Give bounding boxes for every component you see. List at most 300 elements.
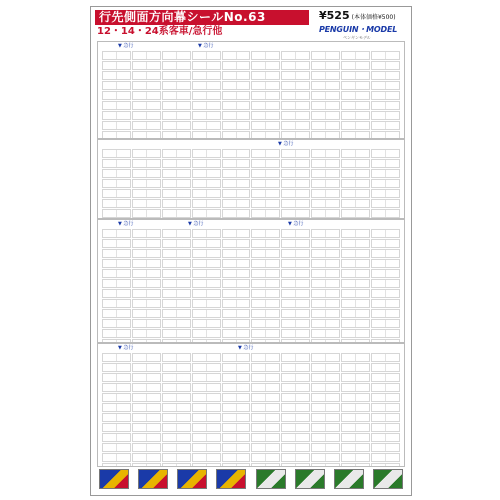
- sticker-cell: [102, 309, 131, 318]
- sticker-cell: [222, 169, 251, 178]
- sticker-cell: [162, 383, 191, 392]
- sticker-cell: [281, 239, 310, 248]
- sticker-cell: [102, 179, 131, 188]
- sticker-cell: [162, 279, 191, 288]
- sticker-cell: [132, 61, 161, 70]
- sticker-cell: [371, 111, 400, 120]
- sticker-cell: [311, 229, 340, 238]
- sticker-cell: [192, 423, 221, 432]
- sticker-cell: [251, 443, 280, 452]
- sticker-cell: [222, 329, 251, 338]
- sticker-cell: [132, 249, 161, 258]
- price-value: ¥525: [319, 9, 350, 22]
- sticker-cell: [251, 299, 280, 308]
- train-logo-icon: [334, 469, 364, 489]
- sticker-cell: [341, 403, 370, 412]
- sticker-cell: [251, 309, 280, 318]
- sticker-cell: [162, 249, 191, 258]
- sticker-cell: [192, 329, 221, 338]
- sticker-cell: [132, 453, 161, 462]
- sticker-cell: [162, 179, 191, 188]
- sticker-cell: [311, 111, 340, 120]
- sticker-cell: [192, 443, 221, 452]
- sticker-cell: [132, 121, 161, 130]
- sticker-cell: [371, 453, 400, 462]
- sticker-cell: [251, 199, 280, 208]
- sticker-cell: [132, 179, 161, 188]
- sticker-cell: [192, 111, 221, 120]
- sticker-cell: [162, 319, 191, 328]
- sticker-cell: [162, 51, 191, 60]
- sticker-cell: [132, 229, 161, 238]
- sticker-cell: [222, 443, 251, 452]
- sticker-cell: [102, 403, 131, 412]
- sticker-cell: [132, 111, 161, 120]
- sticker-cell: [281, 169, 310, 178]
- sticker-cell: [311, 289, 340, 298]
- sticker-cell: [311, 309, 340, 318]
- sticker-cell: [132, 91, 161, 100]
- sticker-cell: [102, 169, 131, 178]
- sticker-cell: [102, 149, 131, 158]
- train-logo-icon: [216, 469, 246, 489]
- sticker-sheet: [90, 6, 412, 496]
- sticker-cell: [371, 131, 400, 139]
- sticker-cell: [251, 121, 280, 130]
- destination-grid-middle: [102, 229, 400, 343]
- sticker-cell: [102, 363, 131, 372]
- sticker-cell: [102, 209, 131, 218]
- sticker-cell: [102, 413, 131, 422]
- sticker-cell: [162, 81, 191, 90]
- sticker-cell: [371, 373, 400, 382]
- sticker-cell: [192, 413, 221, 422]
- sticker-cell: [281, 443, 310, 452]
- sticker-cell: [311, 383, 340, 392]
- sticker-cell: [162, 199, 191, 208]
- sticker-cell: [222, 289, 251, 298]
- sticker-cell: [341, 81, 370, 90]
- sticker-cell: [222, 149, 251, 158]
- sticker-cell: [281, 71, 310, 80]
- sticker-cell: [102, 353, 131, 362]
- sticker-cell: [251, 413, 280, 422]
- sticker-cell: [251, 111, 280, 120]
- sticker-cell: [311, 61, 340, 70]
- sticker-cell: [162, 299, 191, 308]
- sticker-cell: [341, 229, 370, 238]
- sticker-cell: [132, 443, 161, 452]
- sticker-cell: [281, 199, 310, 208]
- sticker-cell: [132, 189, 161, 198]
- sticker-cell: [371, 199, 400, 208]
- sticker-cell: [341, 279, 370, 288]
- sticker-cell: [311, 159, 340, 168]
- sticker-cell: [371, 81, 400, 90]
- sticker-cell: [132, 269, 161, 278]
- sticker-cell: [341, 189, 370, 198]
- sticker-cell: [251, 101, 280, 110]
- sticker-cell: [341, 91, 370, 100]
- sticker-cell: [371, 51, 400, 60]
- sticker-cell: [222, 453, 251, 462]
- sheet-subtitle: 12・14・24系客車/急行他: [97, 26, 223, 37]
- sheet-title: 行先側面方向幕シールNo.63: [95, 10, 309, 25]
- sticker-cell: [251, 393, 280, 402]
- sticker-cell: [162, 403, 191, 412]
- sticker-cell: [162, 393, 191, 402]
- sticker-cell: [222, 101, 251, 110]
- sticker-cell: [251, 61, 280, 70]
- sticker-cell: [162, 433, 191, 442]
- sticker-cell: [132, 363, 161, 372]
- sticker-cell: [341, 353, 370, 362]
- sticker-cell: [192, 199, 221, 208]
- sticker-cell: [281, 229, 310, 238]
- sticker-cell: [192, 383, 221, 392]
- sticker-cell: [192, 319, 221, 328]
- train-logo-icon: [177, 469, 207, 489]
- sticker-cell: [251, 463, 280, 467]
- sticker-cell: [102, 121, 131, 130]
- sticker-cell: [341, 169, 370, 178]
- sticker-cell: [192, 453, 221, 462]
- sticker-cell: [311, 131, 340, 139]
- sticker-cell: [192, 279, 221, 288]
- sticker-cell: [192, 259, 221, 268]
- sticker-cell: [102, 373, 131, 382]
- sticker-cell: [371, 249, 400, 258]
- sticker-cell: [102, 463, 131, 467]
- sticker-cell: [311, 169, 340, 178]
- sticker-cell: [281, 363, 310, 372]
- sticker-cell: [311, 121, 340, 130]
- sticker-cell: [102, 189, 131, 198]
- sticker-cell: [341, 249, 370, 258]
- sticker-cell: [102, 159, 131, 168]
- sticker-cell: [341, 309, 370, 318]
- sticker-cell: [311, 269, 340, 278]
- sticker-cell: [371, 229, 400, 238]
- sticker-cell: [162, 239, 191, 248]
- sticker-cell: [341, 179, 370, 188]
- sticker-cell: [222, 309, 251, 318]
- sticker-cell: [132, 463, 161, 467]
- sticker-cell: [371, 239, 400, 248]
- sticker-cell: [341, 393, 370, 402]
- sticker-cell: [222, 91, 251, 100]
- sticker-cell: [311, 101, 340, 110]
- sticker-cell: [341, 413, 370, 422]
- sticker-cell: [102, 259, 131, 268]
- sticker-cell: [371, 463, 400, 467]
- sticker-cell: [102, 269, 131, 278]
- sticker-cell: [222, 179, 251, 188]
- sticker-cell: [371, 353, 400, 362]
- sticker-cell: [192, 51, 221, 60]
- sticker-cell: [281, 289, 310, 298]
- sticker-cell: [222, 393, 251, 402]
- sticker-cell: [251, 189, 280, 198]
- sticker-cell: [192, 433, 221, 442]
- sticker-cell: [192, 299, 221, 308]
- sticker-cell: [341, 259, 370, 268]
- sticker-cell: [341, 61, 370, 70]
- sticker-cell: [192, 179, 221, 188]
- sticker-cell: [311, 279, 340, 288]
- sticker-cell: [132, 309, 161, 318]
- sticker-cell: [132, 279, 161, 288]
- section-label-5: ▼ 急行: [188, 221, 204, 227]
- sticker-cell: [132, 259, 161, 268]
- sticker-cell: [162, 169, 191, 178]
- sticker-cell: [371, 403, 400, 412]
- sticker-cell: [281, 51, 310, 60]
- section-label-7: ▼ 急行: [118, 345, 134, 351]
- sticker-cell: [102, 249, 131, 258]
- sticker-cell: [192, 363, 221, 372]
- sticker-cell: [371, 149, 400, 158]
- sticker-cell: [281, 269, 310, 278]
- sticker-cell: [162, 209, 191, 218]
- sticker-cell: [281, 249, 310, 258]
- sticker-cell: [251, 249, 280, 258]
- sticker-cell: [281, 121, 310, 130]
- sticker-cell: [192, 289, 221, 298]
- sticker-cell: [341, 149, 370, 158]
- sticker-cell: [102, 91, 131, 100]
- sticker-cell: [162, 121, 191, 130]
- sticker-cell: [341, 329, 370, 338]
- sticker-cell: [281, 279, 310, 288]
- sticker-cell: [222, 373, 251, 382]
- sticker-cell: [251, 209, 280, 218]
- sticker-cell: [281, 413, 310, 422]
- sticker-cell: [162, 423, 191, 432]
- sticker-cell: [251, 423, 280, 432]
- sticker-cell: [192, 91, 221, 100]
- sticker-cell: [281, 179, 310, 188]
- sticker-cell: [281, 329, 310, 338]
- sticker-cell: [162, 259, 191, 268]
- sticker-cell: [162, 353, 191, 362]
- sticker-cell: [341, 199, 370, 208]
- sticker-cell: [251, 403, 280, 412]
- sticker-cell: [251, 363, 280, 372]
- sticker-cell: [311, 51, 340, 60]
- sticker-cell: [192, 393, 221, 402]
- sticker-cell: [162, 131, 191, 139]
- sticker-cell: [251, 279, 280, 288]
- sticker-cell: [192, 269, 221, 278]
- sticker-cell: [102, 131, 131, 139]
- sticker-cell: [222, 319, 251, 328]
- sticker-cell: [311, 149, 340, 158]
- sticker-cell: [162, 463, 191, 467]
- section-label-6: ▼ 急行: [288, 221, 304, 227]
- section-label-3: ▼ 急行: [278, 141, 294, 147]
- sticker-cell: [371, 269, 400, 278]
- sticker-cell: [222, 61, 251, 70]
- sticker-cell: [251, 329, 280, 338]
- sticker-cell: [371, 433, 400, 442]
- sticker-cell: [132, 329, 161, 338]
- sticker-cell: [371, 101, 400, 110]
- sticker-cell: [311, 179, 340, 188]
- sticker-cell: [102, 443, 131, 452]
- sticker-cell: [222, 383, 251, 392]
- sticker-cell: [162, 289, 191, 298]
- sticker-cell: [132, 413, 161, 422]
- sticker-cell: [102, 383, 131, 392]
- sticker-cell: [281, 149, 310, 158]
- sticker-cell: [311, 239, 340, 248]
- sticker-cell: [162, 229, 191, 238]
- sticker-cell: [132, 101, 161, 110]
- sticker-cell: [162, 363, 191, 372]
- sticker-cell: [162, 111, 191, 120]
- sticker-cell: [162, 443, 191, 452]
- sticker-cell: [311, 393, 340, 402]
- sticker-cell: [371, 383, 400, 392]
- sticker-cell: [222, 159, 251, 168]
- sticker-cell: [162, 373, 191, 382]
- sticker-cell: [371, 71, 400, 80]
- sticker-cell: [281, 111, 310, 120]
- sticker-cell: [281, 383, 310, 392]
- panel-top: [97, 41, 405, 139]
- panel-middle: [97, 219, 405, 343]
- sticker-cell: [281, 299, 310, 308]
- sticker-cell: [222, 51, 251, 60]
- sticker-cell: [132, 353, 161, 362]
- sticker-cell: [162, 413, 191, 422]
- sticker-cell: [162, 61, 191, 70]
- sticker-cell: [311, 423, 340, 432]
- sticker-cell: [341, 289, 370, 298]
- sticker-cell: [311, 403, 340, 412]
- sticker-cell: [162, 269, 191, 278]
- sticker-cell: [311, 453, 340, 462]
- sticker-cell: [281, 393, 310, 402]
- sticker-cell: [371, 413, 400, 422]
- sticker-cell: [192, 353, 221, 362]
- sticker-cell: [222, 413, 251, 422]
- price-note: (本体価格¥500): [351, 14, 396, 21]
- sticker-cell: [341, 239, 370, 248]
- sticker-cell: [251, 169, 280, 178]
- section-label-1: ▼ 急行: [118, 43, 134, 49]
- sticker-cell: [192, 159, 221, 168]
- sticker-cell: [251, 383, 280, 392]
- panel-bottom: [97, 343, 405, 467]
- sticker-cell: [281, 131, 310, 139]
- sticker-cell: [222, 463, 251, 467]
- sticker-cell: [162, 101, 191, 110]
- sticker-cell: [251, 81, 280, 90]
- sticker-cell: [281, 259, 310, 268]
- sticker-cell: [102, 329, 131, 338]
- train-logo-icon: [99, 469, 129, 489]
- sticker-cell: [281, 101, 310, 110]
- sticker-cell: [102, 299, 131, 308]
- sticker-cell: [192, 209, 221, 218]
- sticker-cell: [341, 423, 370, 432]
- sticker-cell: [222, 189, 251, 198]
- sticker-cell: [371, 423, 400, 432]
- sticker-cell: [341, 269, 370, 278]
- sticker-cell: [102, 279, 131, 288]
- sticker-cell: [222, 249, 251, 258]
- sticker-cell: [192, 249, 221, 258]
- sticker-cell: [132, 199, 161, 208]
- sticker-cell: [311, 91, 340, 100]
- sticker-cell: [251, 159, 280, 168]
- sticker-cell: [311, 249, 340, 258]
- sticker-cell: [311, 373, 340, 382]
- sticker-cell: [311, 443, 340, 452]
- sticker-cell: [222, 239, 251, 248]
- sticker-cell: [341, 159, 370, 168]
- sticker-cell: [192, 71, 221, 80]
- sticker-cell: [222, 403, 251, 412]
- sticker-cell: [102, 71, 131, 80]
- sticker-cell: [281, 403, 310, 412]
- sticker-cell: [251, 373, 280, 382]
- sticker-cell: [102, 289, 131, 298]
- sticker-cell: [251, 229, 280, 238]
- sticker-cell: [102, 433, 131, 442]
- sticker-cell: [281, 81, 310, 90]
- sticker-cell: [371, 289, 400, 298]
- sticker-cell: [102, 101, 131, 110]
- sticker-cell: [371, 121, 400, 130]
- sticker-cell: [371, 443, 400, 452]
- sticker-cell: [132, 81, 161, 90]
- sticker-cell: [251, 239, 280, 248]
- brand-sub: ペンギンモデル: [343, 35, 371, 40]
- sticker-cell: [281, 61, 310, 70]
- sticker-cell: [251, 259, 280, 268]
- sticker-cell: [132, 159, 161, 168]
- sticker-cell: [341, 71, 370, 80]
- sticker-cell: [311, 463, 340, 467]
- sticker-cell: [311, 189, 340, 198]
- destination-grid-strips: [102, 149, 400, 219]
- sticker-cell: [251, 131, 280, 139]
- sticker-cell: [162, 91, 191, 100]
- sticker-cell: [222, 423, 251, 432]
- sticker-cell: [341, 101, 370, 110]
- sticker-cell: [132, 383, 161, 392]
- sticker-cell: [102, 51, 131, 60]
- sticker-cell: [132, 319, 161, 328]
- sticker-cell: [162, 71, 191, 80]
- section-label-2: ▼ 急行: [198, 43, 214, 49]
- sticker-cell: [311, 81, 340, 90]
- sticker-cell: [251, 289, 280, 298]
- sticker-cell: [251, 353, 280, 362]
- sticker-cell: [341, 299, 370, 308]
- sticker-cell: [222, 433, 251, 442]
- sticker-cell: [222, 299, 251, 308]
- sticker-cell: [311, 209, 340, 218]
- sticker-cell: [251, 269, 280, 278]
- sticker-cell: [132, 373, 161, 382]
- sticker-cell: [192, 61, 221, 70]
- sticker-cell: [371, 393, 400, 402]
- sticker-cell: [281, 91, 310, 100]
